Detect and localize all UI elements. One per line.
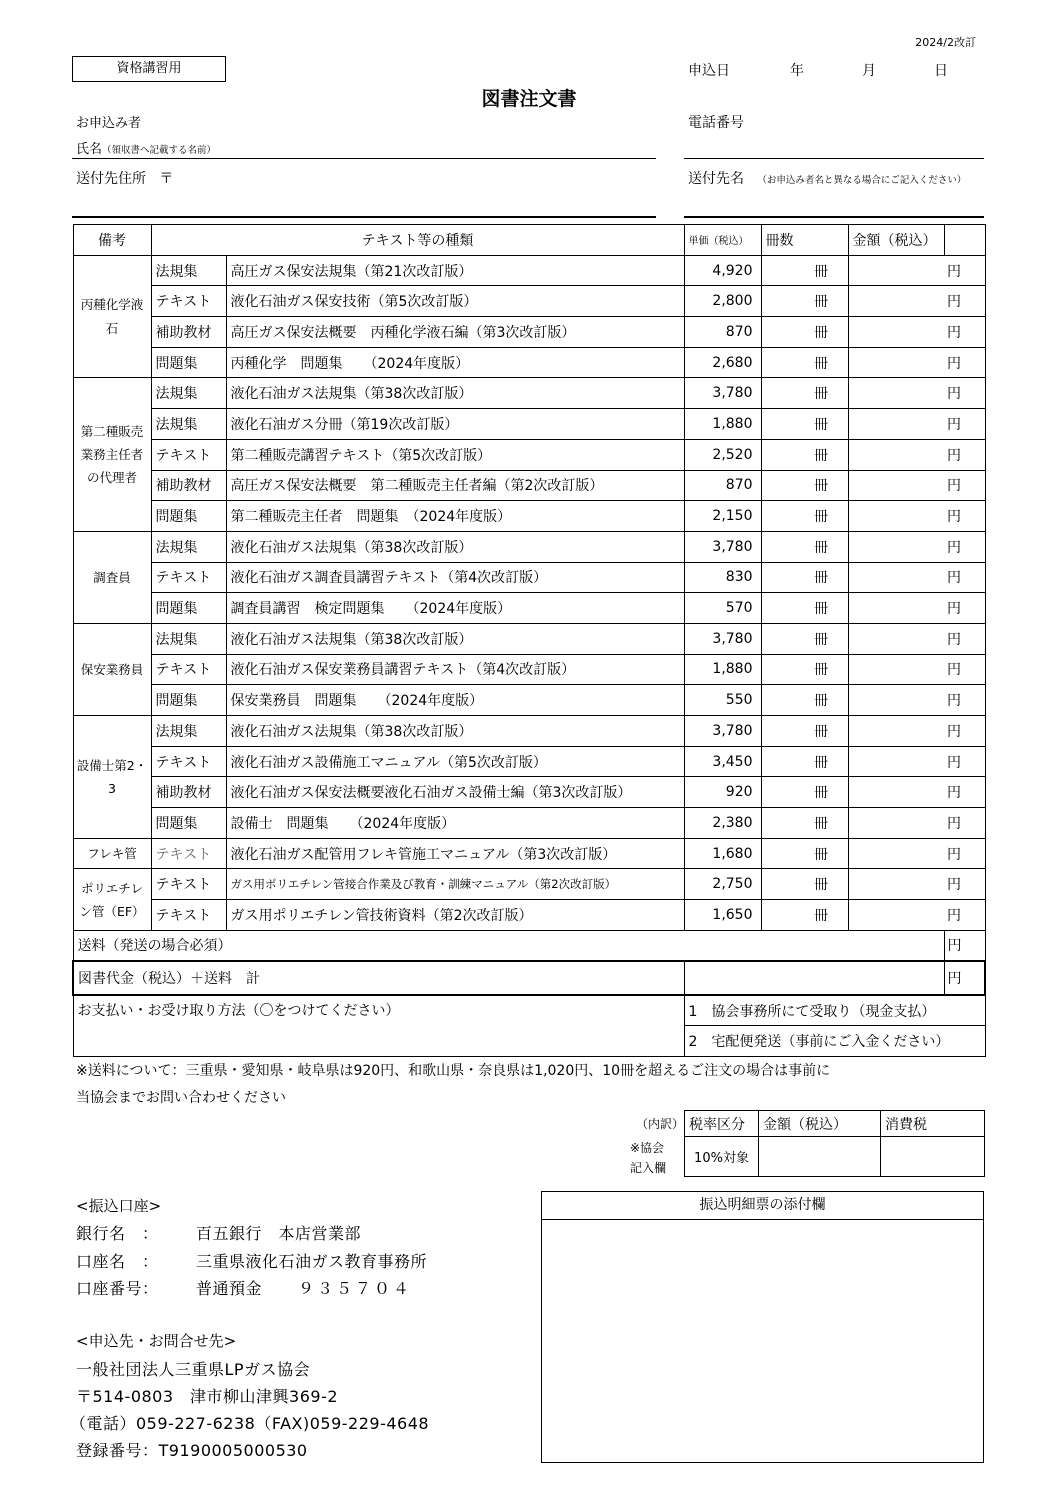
item-unit-price: 2,680 bbox=[684, 347, 761, 378]
category-cell: 設備士第2・3 bbox=[73, 716, 151, 839]
amount-field[interactable] bbox=[848, 593, 944, 624]
table-row bbox=[73, 869, 985, 900]
amount-field[interactable] bbox=[848, 439, 944, 470]
payment-option-delivery[interactable]: 2 宅配便発送（事前にご入金ください） bbox=[684, 1026, 985, 1057]
item-unit-price: 2,800 bbox=[684, 286, 761, 317]
qty-unit: 冊 bbox=[810, 623, 848, 654]
amount-field[interactable] bbox=[848, 654, 944, 685]
qty-unit: 冊 bbox=[810, 470, 848, 501]
item-unit-price: 2,150 bbox=[684, 501, 761, 532]
item-title: 液化石油ガス法規集（第38次改訂版） bbox=[226, 716, 684, 747]
account-name-value: 三重県液化石油ガス教育事務所 bbox=[196, 1252, 428, 1271]
item-title: 高圧ガス保安法規集（第21次改訂版） bbox=[226, 255, 684, 286]
item-type: テキスト bbox=[151, 439, 226, 470]
quantity-field[interactable] bbox=[761, 746, 810, 777]
qty-unit: 冊 bbox=[810, 716, 848, 747]
total-amount-field[interactable] bbox=[684, 961, 944, 995]
table-row bbox=[73, 623, 985, 654]
purpose-label: 資格講習用 bbox=[72, 56, 226, 82]
contact-org: 一般社団法人三重県LPガス協会 bbox=[76, 1360, 311, 1379]
amount-field[interactable] bbox=[848, 685, 944, 716]
revision-date: 2024/2改訂 bbox=[915, 36, 976, 49]
quantity-field[interactable] bbox=[761, 255, 810, 286]
item-type: 法規集 bbox=[151, 378, 226, 409]
item-unit-price: 2,520 bbox=[684, 439, 761, 470]
postal-mark: 〒 bbox=[159, 171, 174, 187]
breakdown-rate-value: 10%対象 bbox=[685, 1137, 759, 1177]
item-unit-price: 830 bbox=[684, 562, 761, 593]
table-row bbox=[73, 317, 985, 348]
yen-unit: 円 bbox=[944, 347, 985, 378]
header-unit-price: 単価（税込） bbox=[684, 225, 761, 256]
table-row bbox=[73, 654, 985, 685]
assoc-note-line1: ※協会 bbox=[630, 1141, 665, 1155]
contact-address: 〒514-0803 津市柳山津興369-2 bbox=[76, 1387, 339, 1406]
table-row bbox=[73, 255, 985, 286]
yen-unit: 円 bbox=[944, 501, 985, 532]
item-type: 法規集 bbox=[151, 531, 226, 562]
qty-unit: 冊 bbox=[810, 869, 848, 900]
item-title: 液化石油ガス保安業務員講習テキスト（第4次改訂版） bbox=[226, 654, 684, 685]
contact-heading: <申込先・お問合せ先> bbox=[76, 1332, 237, 1350]
breakdown-amount-field[interactable] bbox=[759, 1137, 881, 1177]
amount-field[interactable] bbox=[848, 562, 944, 593]
amount-field[interactable] bbox=[848, 317, 944, 348]
item-type: 問題集 bbox=[151, 808, 226, 839]
yen-unit: 円 bbox=[944, 685, 985, 716]
shipping-label: 送料（発送の場合必須） bbox=[73, 930, 944, 961]
quantity-field[interactable] bbox=[761, 501, 810, 532]
category-cell: 保安業務員 bbox=[73, 623, 151, 715]
table-row bbox=[73, 286, 985, 317]
table-row bbox=[73, 378, 985, 409]
header-qty: 冊数 bbox=[761, 225, 848, 256]
yen-unit: 円 bbox=[944, 439, 985, 470]
table-row bbox=[73, 593, 985, 624]
payment-option-pickup[interactable]: 1 協会事務所にて受取り（現金支払） bbox=[684, 995, 985, 1026]
quantity-field[interactable] bbox=[761, 623, 810, 654]
item-unit-price: 3,780 bbox=[684, 623, 761, 654]
quantity-field[interactable] bbox=[761, 716, 810, 747]
order-table bbox=[72, 224, 986, 1057]
qty-unit: 冊 bbox=[810, 409, 848, 440]
quantity-field[interactable] bbox=[761, 900, 810, 931]
amount-field[interactable] bbox=[848, 286, 944, 317]
yen-unit: 円 bbox=[944, 930, 985, 961]
item-unit-price: 2,750 bbox=[684, 869, 761, 900]
item-title: 液化石油ガス配管用フレキ管施工マニュアル（第3次改訂版） bbox=[226, 838, 684, 869]
yen-unit: 円 bbox=[944, 777, 985, 808]
phone-label: 電話番号 bbox=[688, 115, 744, 131]
item-unit-price: 870 bbox=[684, 317, 761, 348]
registration-number: 登録番号：T9190005000530 bbox=[76, 1441, 308, 1460]
item-title: 液化石油ガス設備施工マニュアル（第5次改訂版） bbox=[226, 746, 684, 777]
phone-underline bbox=[684, 158, 984, 159]
quantity-field[interactable] bbox=[761, 531, 810, 562]
yen-unit: 円 bbox=[944, 869, 985, 900]
item-unit-price: 2,380 bbox=[684, 808, 761, 839]
qty-unit: 冊 bbox=[810, 317, 848, 348]
header-remarks: 備考 bbox=[73, 225, 151, 256]
item-title: 設備士 問題集 （2024年度版） bbox=[226, 808, 684, 839]
item-unit-price: 3,450 bbox=[684, 746, 761, 777]
yen-unit: 円 bbox=[944, 808, 985, 839]
qty-unit: 冊 bbox=[810, 501, 848, 532]
amount-field[interactable] bbox=[848, 869, 944, 900]
table-row bbox=[73, 746, 985, 777]
yen-unit: 円 bbox=[944, 961, 985, 995]
qty-unit: 冊 bbox=[810, 347, 848, 378]
category-cell: 第二種販売業務主任者の代理者 bbox=[73, 378, 151, 531]
breakdown-header-rate: 税率区分 bbox=[685, 1111, 759, 1137]
page-title: 図書注文書 bbox=[481, 88, 577, 110]
quantity-field[interactable] bbox=[761, 347, 810, 378]
day-label: 日 bbox=[934, 63, 948, 79]
item-unit-price: 1,880 bbox=[684, 409, 761, 440]
item-type: 補助教材 bbox=[151, 470, 226, 501]
item-unit-price: 570 bbox=[684, 593, 761, 624]
assoc-note-line2: 記入欄 bbox=[630, 1161, 667, 1175]
qty-unit: 冊 bbox=[810, 255, 848, 286]
account-number-label: 口座番号： bbox=[76, 1279, 159, 1298]
table-row bbox=[73, 900, 985, 931]
item-title: 液化石油ガス保安技術（第5次改訂版） bbox=[226, 286, 684, 317]
item-type: 法規集 bbox=[151, 409, 226, 440]
amount-field[interactable] bbox=[848, 838, 944, 869]
yen-unit: 円 bbox=[944, 317, 985, 348]
quantity-field[interactable] bbox=[761, 593, 810, 624]
recipient-label-group bbox=[688, 168, 966, 188]
breakdown-header-tax: 消費税 bbox=[881, 1111, 985, 1137]
yen-unit: 円 bbox=[944, 409, 985, 440]
table-row bbox=[73, 347, 985, 378]
quantity-field[interactable] bbox=[761, 317, 810, 348]
header-kind: テキスト等の種類 bbox=[151, 225, 684, 256]
quantity-field[interactable] bbox=[761, 808, 810, 839]
address-label-group bbox=[76, 168, 173, 188]
amount-field[interactable] bbox=[848, 409, 944, 440]
breakdown-header-amount: 金額（税込） bbox=[759, 1111, 881, 1137]
item-title: 高圧ガス保安法概要 第二種販売主任者編（第2次改訂版） bbox=[226, 470, 684, 501]
qty-unit: 冊 bbox=[810, 593, 848, 624]
table-row bbox=[73, 501, 985, 532]
recipient-label: 送付先名 bbox=[688, 171, 744, 187]
account-type: 普通預金 bbox=[196, 1279, 263, 1298]
qty-unit: 冊 bbox=[810, 808, 848, 839]
item-unit-price: 1,880 bbox=[684, 654, 761, 685]
qty-unit: 冊 bbox=[810, 654, 848, 685]
attach-box-title: 振込明細票の添付欄 bbox=[542, 1192, 983, 1220]
assoc-note bbox=[630, 1138, 666, 1178]
contact-phone: （電話）059-227-6238（FAX)059-229-4648 bbox=[70, 1414, 430, 1433]
qty-unit: 冊 bbox=[810, 439, 848, 470]
bank-name-label: 銀行名 ： bbox=[76, 1224, 159, 1243]
yen-unit: 円 bbox=[944, 378, 985, 409]
item-type: テキスト bbox=[151, 838, 226, 869]
category-cell: フレキ管 bbox=[73, 838, 151, 869]
item-type: 補助教材 bbox=[151, 777, 226, 808]
item-type: テキスト bbox=[151, 562, 226, 593]
item-unit-price: 1,650 bbox=[684, 900, 761, 931]
item-type: 問題集 bbox=[151, 347, 226, 378]
table-row bbox=[73, 838, 985, 869]
quantity-field[interactable] bbox=[761, 685, 810, 716]
yen-unit: 円 bbox=[944, 654, 985, 685]
item-title: 液化石油ガス調査員講習テキスト（第4次改訂版） bbox=[226, 562, 684, 593]
breakdown-tax-field[interactable] bbox=[881, 1137, 985, 1177]
yen-unit: 円 bbox=[944, 593, 985, 624]
tax-breakdown-table bbox=[684, 1110, 985, 1177]
amount-field[interactable] bbox=[848, 347, 944, 378]
category-cell: 丙種化学液石 bbox=[73, 255, 151, 378]
quantity-field[interactable] bbox=[761, 439, 810, 470]
quantity-field[interactable] bbox=[761, 654, 810, 685]
quantity-field[interactable] bbox=[761, 409, 810, 440]
item-title: 第二種販売講習テキスト（第5次改訂版） bbox=[226, 439, 684, 470]
shipping-note-line1: ※送料について：三重県・愛知県・岐阜県は920円、和歌山県・奈良県は1,020円、10冊を超えるご注文の場合は事前に bbox=[76, 1063, 831, 1079]
item-type: 問題集 bbox=[151, 593, 226, 624]
amount-field[interactable] bbox=[848, 746, 944, 777]
item-title: ガス用ポリエチレン管技術資料（第2次改訂版） bbox=[226, 900, 684, 931]
item-unit-price: 1,680 bbox=[684, 838, 761, 869]
yen-unit: 円 bbox=[944, 838, 985, 869]
yen-unit: 円 bbox=[944, 900, 985, 931]
quantity-field[interactable] bbox=[761, 838, 810, 869]
yen-unit: 円 bbox=[944, 746, 985, 777]
item-title: 高圧ガス保安法概要 丙種化学液石編（第3次改訂版） bbox=[226, 317, 684, 348]
quantity-field[interactable] bbox=[761, 378, 810, 409]
amount-field[interactable] bbox=[848, 623, 944, 654]
item-type: テキスト bbox=[151, 286, 226, 317]
shipping-note-line2: 当協会までお問い合わせください bbox=[76, 1090, 286, 1106]
category-cell: 調査員 bbox=[73, 531, 151, 623]
quantity-field[interactable] bbox=[761, 869, 810, 900]
table-row bbox=[73, 685, 985, 716]
account-number: ９３５７０４ bbox=[298, 1279, 413, 1298]
amount-field[interactable] bbox=[848, 378, 944, 409]
year-label: 年 bbox=[790, 63, 804, 79]
item-type: 問題集 bbox=[151, 685, 226, 716]
item-title: 液化石油ガス法規集（第38次改訂版） bbox=[226, 623, 684, 654]
yen-unit: 円 bbox=[944, 716, 985, 747]
qty-unit: 冊 bbox=[810, 900, 848, 931]
amount-field[interactable] bbox=[848, 808, 944, 839]
name-underline bbox=[72, 158, 656, 159]
transfer-slip-attach-box bbox=[541, 1191, 984, 1463]
qty-unit: 冊 bbox=[810, 378, 848, 409]
amount-field[interactable] bbox=[848, 531, 944, 562]
yen-unit: 円 bbox=[944, 286, 985, 317]
yen-unit: 円 bbox=[944, 623, 985, 654]
total-label: 図書代金（税込）＋送料 計 bbox=[73, 961, 684, 995]
item-title: ガス用ポリエチレン管接合作業及び教育・訓練マニュアル（第2次改訂版） bbox=[226, 869, 684, 900]
item-unit-price: 3,780 bbox=[684, 531, 761, 562]
application-date-label: 申込日 bbox=[688, 63, 730, 79]
item-title: 液化石油ガス分冊（第19次改訂版） bbox=[226, 409, 684, 440]
category-cell: ポリエチレン管（EF） bbox=[73, 869, 151, 930]
item-type: 法規集 bbox=[151, 255, 226, 286]
quantity-field[interactable] bbox=[761, 470, 810, 501]
item-unit-price: 870 bbox=[684, 470, 761, 501]
item-unit-price: 3,780 bbox=[684, 378, 761, 409]
item-title: 第二種販売主任者 問題集 （2024年度版） bbox=[226, 501, 684, 532]
yen-unit: 円 bbox=[944, 562, 985, 593]
qty-unit: 冊 bbox=[810, 286, 848, 317]
item-type: 法規集 bbox=[151, 716, 226, 747]
qty-unit: 冊 bbox=[810, 531, 848, 562]
item-unit-price: 920 bbox=[684, 777, 761, 808]
qty-unit: 冊 bbox=[810, 746, 848, 777]
table-row bbox=[73, 562, 985, 593]
item-type: テキスト bbox=[151, 869, 226, 900]
payment-method-label: お支払い・お受け取り方法（〇をつけてください） bbox=[73, 995, 684, 1056]
item-unit-price: 550 bbox=[684, 685, 761, 716]
amount-field[interactable] bbox=[848, 470, 944, 501]
item-title: 液化石油ガス法規集（第38次改訂版） bbox=[226, 531, 684, 562]
yen-unit: 円 bbox=[944, 470, 985, 501]
item-unit-price: 3,780 bbox=[684, 716, 761, 747]
amount-field[interactable] bbox=[848, 501, 944, 532]
qty-unit: 冊 bbox=[810, 685, 848, 716]
qty-unit: 冊 bbox=[810, 777, 848, 808]
amount-field[interactable] bbox=[848, 777, 944, 808]
quantity-field[interactable] bbox=[761, 777, 810, 808]
yen-unit: 円 bbox=[944, 531, 985, 562]
table-row bbox=[73, 409, 985, 440]
item-type: テキスト bbox=[151, 900, 226, 931]
item-title: 丙種化学 問題集 （2024年度版） bbox=[226, 347, 684, 378]
amount-field[interactable] bbox=[848, 900, 944, 931]
amount-field[interactable] bbox=[848, 716, 944, 747]
quantity-field[interactable] bbox=[761, 562, 810, 593]
account-name-label: 口座名 ： bbox=[76, 1252, 159, 1271]
quantity-field[interactable] bbox=[761, 286, 810, 317]
qty-unit: 冊 bbox=[810, 838, 848, 869]
applicant-label: お申込み者 bbox=[76, 116, 142, 131]
bank-heading: <振込口座> bbox=[76, 1197, 162, 1215]
table-row bbox=[73, 777, 985, 808]
yen-unit: 円 bbox=[944, 255, 985, 286]
recipient-underline bbox=[684, 216, 984, 218]
name-note: （領収書へ記載する名前） bbox=[102, 145, 217, 156]
name-label-group bbox=[76, 138, 216, 157]
item-title: 調査員講習 検定問題集 （2024年度版） bbox=[226, 593, 684, 624]
item-type: テキスト bbox=[151, 746, 226, 777]
breakdown-label: （内訳） bbox=[636, 1117, 685, 1131]
table-row bbox=[73, 470, 985, 501]
month-label: 月 bbox=[862, 63, 876, 79]
item-type: 補助教材 bbox=[151, 317, 226, 348]
table-row bbox=[73, 716, 985, 747]
table-row bbox=[73, 531, 985, 562]
name-label: 氏名 bbox=[76, 142, 103, 157]
address-label: 送付先住所 bbox=[76, 171, 146, 187]
header-blank bbox=[944, 225, 985, 256]
item-title: 保安業務員 問題集 （2024年度版） bbox=[226, 685, 684, 716]
item-type: 問題集 bbox=[151, 501, 226, 532]
recipient-note: （お申込み者名と異なる場合にご記入ください） bbox=[757, 175, 967, 186]
item-title: 液化石油ガス保安法概要液化石油ガス設備士編（第3次改訂版） bbox=[226, 777, 684, 808]
amount-field[interactable] bbox=[848, 255, 944, 286]
table-row bbox=[73, 439, 985, 470]
table-row bbox=[73, 808, 985, 839]
address-underline bbox=[72, 216, 656, 218]
bank-name-value: 百五銀行 本店営業部 bbox=[196, 1224, 362, 1243]
qty-unit: 冊 bbox=[810, 562, 848, 593]
header-amount: 金額（税込） bbox=[848, 225, 944, 256]
item-unit-price: 4,920 bbox=[684, 255, 761, 286]
item-type: テキスト bbox=[151, 654, 226, 685]
item-title: 液化石油ガス法規集（第38次改訂版） bbox=[226, 378, 684, 409]
item-type: 法規集 bbox=[151, 623, 226, 654]
